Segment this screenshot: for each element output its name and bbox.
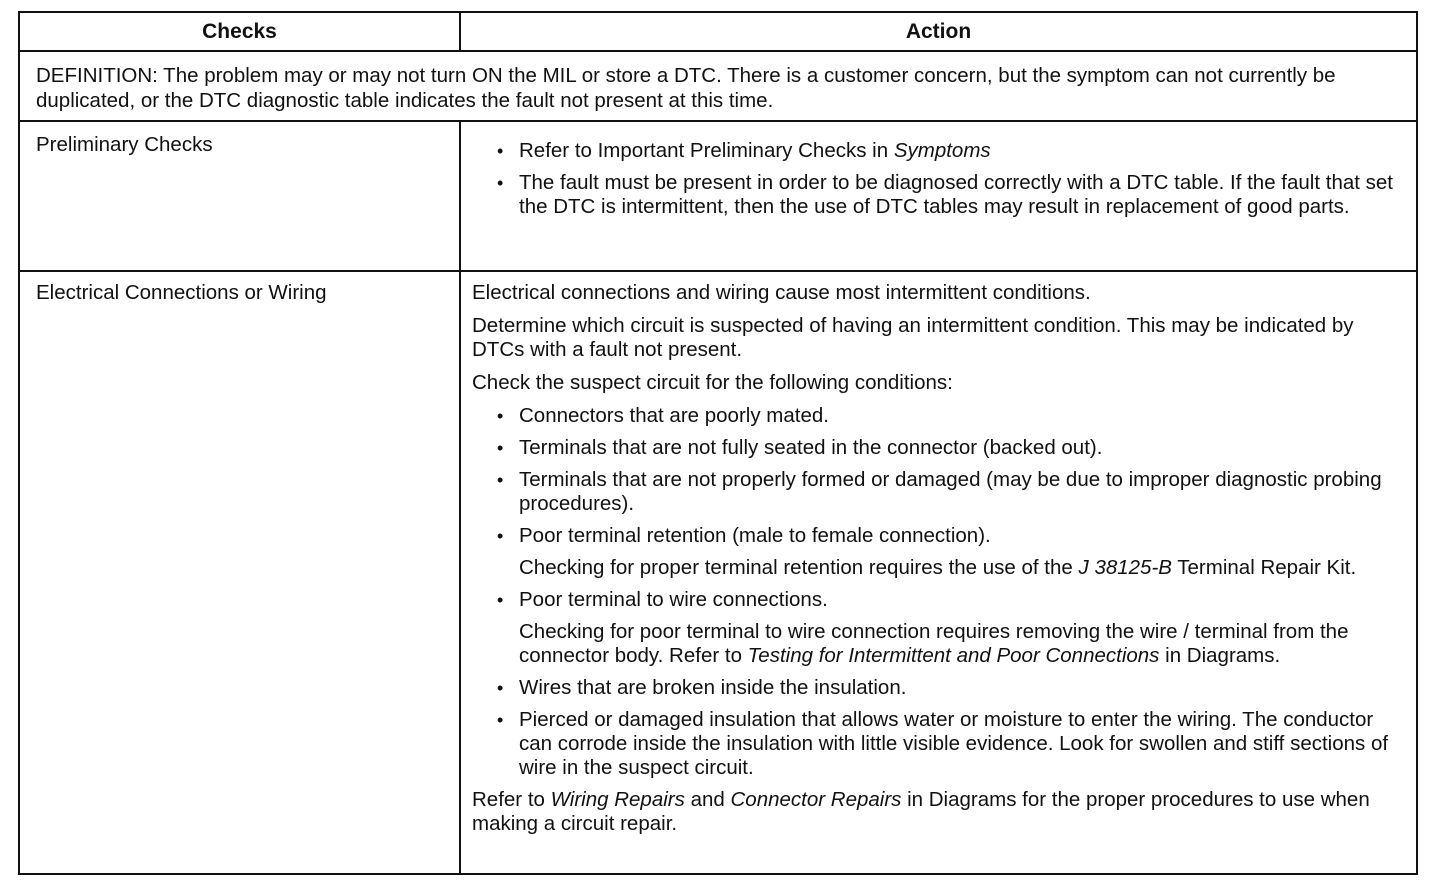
paragraph: Refer to Wiring Repairs and Connector Repairs in Diagrams for the proper procedures to use when making a circuit repair. [472,788,1370,835]
list-item: • Poor terminal to wire connections. [472,588,1402,612]
list-item: • Terminals that are not properly formed or damaged (may be due to improper diagnostic probing procedures). [472,468,1402,516]
electrical-check-label: Electrical Connections or Wiring [36,281,327,304]
list-item: • The fault must be present in order to be diagnosed correctly with a DTC table. If the fault that set the DTC is intermittent, then the use of DTC tables may result in replacement of good parts. [472,171,1402,219]
definition-text: DEFINITION: The problem may or may not turn ON the MIL or store a DTC. There is a customer concern, but the symptom can not currently be duplicated, or the DTC diagnostic table indicates the fault not present at this time. [36,64,1336,112]
paragraph: Electrical connections and wiring cause most intermittent conditions. [472,281,1091,304]
list-item: • Refer to Important Preliminary Checks in Symptoms [472,139,1402,163]
diagnostic-table [18,11,1418,875]
table-row-preliminary [20,122,1416,272]
column-divider [459,122,461,270]
column-divider [459,272,461,873]
electrical-action [472,281,1402,845]
sub-paragraph: Checking for poor terminal to wire connection requires removing the wire / terminal from the connector body. Refer to Testing for Intermittent and Poor Connections in Diagrams. [519,620,1349,667]
definition-row [20,52,1416,122]
paragraph: Check the suspect circuit for the following conditions: [472,371,953,394]
preliminary-check-label: Preliminary Checks [36,133,213,156]
header-checks: Checks [202,20,277,43]
table-row-electrical [20,272,1416,873]
header-action: Action [905,20,972,43]
list-item: • Poor terminal retention (male to female connection). [472,524,1402,548]
list-item: • Pierced or damaged insulation that allows water or moisture to enter the wiring. The conductor can corrode inside the insulation with little visible evidence. Look for swollen and stiff sections of wire in the suspect circuit. [472,708,1402,780]
paragraph: Determine which circuit is suspected of having an intermittent condition. This may be indicated by DTCs with a fault not present. [472,314,1354,361]
preliminary-action [472,139,1402,227]
list-item: • Connectors that are poorly mated. [472,404,1402,428]
list-item: • Terminals that are not fully seated in the connector (backed out). [472,436,1402,460]
sub-paragraph: Checking for proper terminal retention requires the use of the J 38125-B Terminal Repair Kit. [519,556,1357,579]
table-header-row [20,13,1416,52]
list-item: • Wires that are broken inside the insulation. [472,676,1402,700]
